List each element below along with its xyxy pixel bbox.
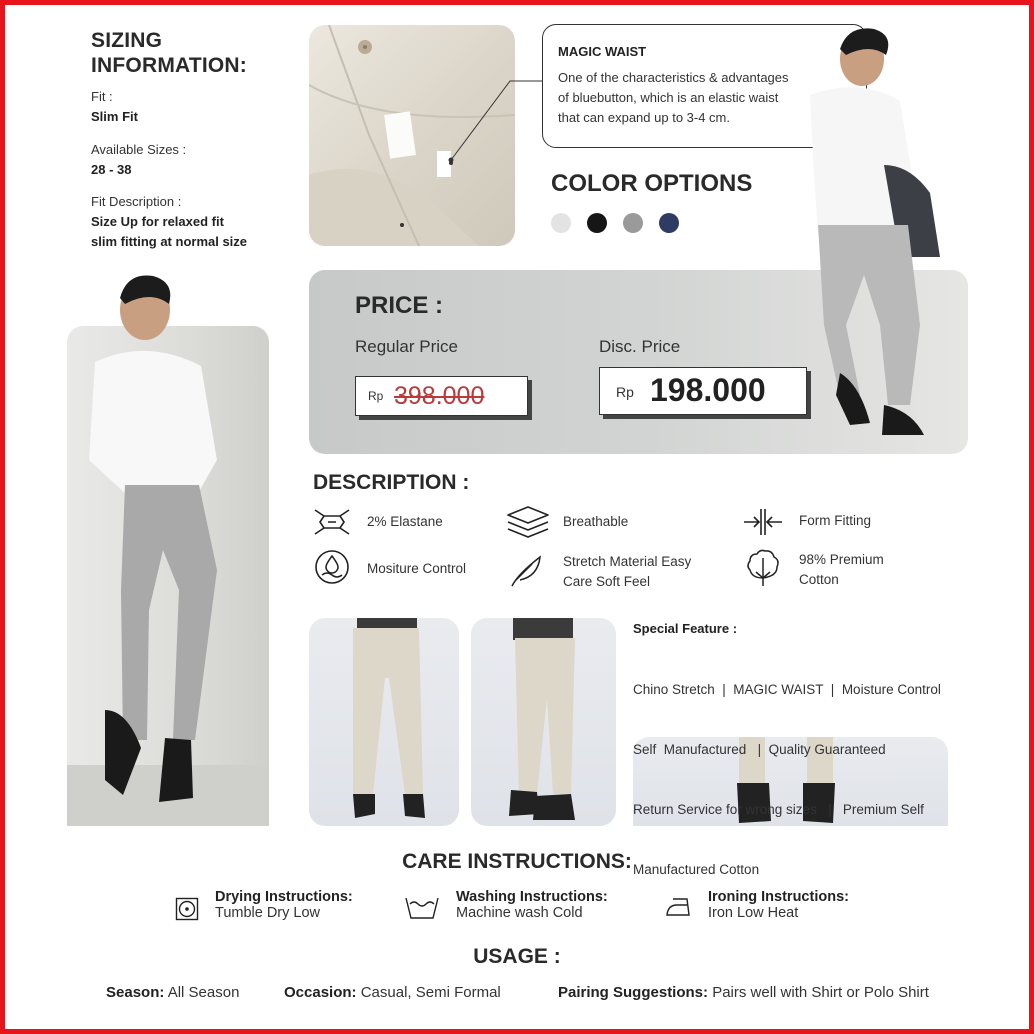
description-item-breathable: Breathable <box>563 514 629 529</box>
care-item-ironing: Ironing Instructions: Iron Low Heat <box>708 889 849 921</box>
color-swatches <box>551 213 679 233</box>
iron-icon <box>665 895 693 919</box>
fit-description-label: Fit Description : <box>91 194 182 209</box>
regular-price-label: Regular Price <box>355 337 458 356</box>
model-photo-right <box>800 25 945 440</box>
fit-label: Fit : <box>91 89 113 104</box>
cotton-icon <box>744 548 782 588</box>
disc-price-box <box>599 367 807 415</box>
sizing-title: SIZING INFORMATION: <box>91 29 247 77</box>
description-title: DESCRIPTION : <box>313 471 470 494</box>
color-options-title: COLOR OPTIONS <box>551 170 753 197</box>
usage-title: USAGE : <box>473 945 561 968</box>
layers-icon <box>505 505 551 539</box>
usage-pairing: Pairing Suggestions: Pairs well with Shirt or Polo Shirt <box>558 984 929 1001</box>
price-title: PRICE : <box>355 292 444 319</box>
care-item-washing: Washing Instructions: Machine wash Cold <box>456 889 608 921</box>
feather-icon <box>508 554 544 588</box>
regular-price-currency: Rp <box>368 389 384 403</box>
sizes-label: Available Sizes : <box>91 142 187 157</box>
disc-price-currency: Rp <box>616 384 634 400</box>
wash-icon <box>404 894 440 920</box>
form-fitting-icon <box>742 507 784 537</box>
color-swatch-navy[interactable] <box>659 213 679 233</box>
color-swatch-grey[interactable] <box>623 213 643 233</box>
care-instructions-title: CARE INSTRUCTIONS: <box>402 850 632 873</box>
disc-price-value: 198.000 <box>650 372 766 408</box>
magic-waist-text: One of the characteristics & advantages of bluebutton, which is an elastic waist that can expand up to 3-4 cm. <box>558 70 789 125</box>
disc-price-label: Disc. Price <box>599 337 681 356</box>
color-swatch-light-grey[interactable] <box>551 213 571 233</box>
tumble-dry-icon <box>175 897 199 921</box>
usage-occasion: Occasion: Casual, Semi Formal <box>284 984 501 1001</box>
description-item-cotton: 98% Premium Cotton <box>799 552 884 587</box>
special-feature-title: Special Feature : <box>633 621 738 636</box>
fit-description-line2: slim fitting at normal size <box>91 234 248 249</box>
fit-description-line1: Size Up for relaxed fit <box>91 214 224 229</box>
usage-season: Season: All Season <box>106 984 240 1001</box>
moisture-icon <box>314 549 350 585</box>
regular-price-value: 398.000 <box>394 382 485 410</box>
model-figure-left <box>67 270 269 826</box>
magic-waist-title: MAGIC WAIST <box>558 44 647 59</box>
description-item-stretch: Stretch Material Easy Care Soft Feel <box>563 554 692 589</box>
product-photo-side <box>471 618 616 826</box>
description-item-elastane: 2% Elastane <box>367 514 443 529</box>
description-item-form-fitting: Form Fitting <box>799 513 872 528</box>
color-swatch-black[interactable] <box>587 213 607 233</box>
product-photo-front <box>309 618 459 826</box>
description-item-moisture: Mositure Control <box>367 561 467 576</box>
fit-value: Slim Fit <box>91 109 138 124</box>
special-feature-text: Chino Stretch | MAGIC WAIST | Moisture Control Self Manufactured | Quality Guaranteed Return Service for wrong sizes | Premium Self Manufactured Cotton <box>633 682 941 877</box>
regular-price-box <box>355 376 528 416</box>
sizes-value: 28 - 38 <box>91 162 132 177</box>
care-item-drying: Drying Instructions: Tumble Dry Low <box>215 889 353 921</box>
elastane-icon <box>312 506 352 538</box>
callout-pointer-line <box>440 80 545 165</box>
